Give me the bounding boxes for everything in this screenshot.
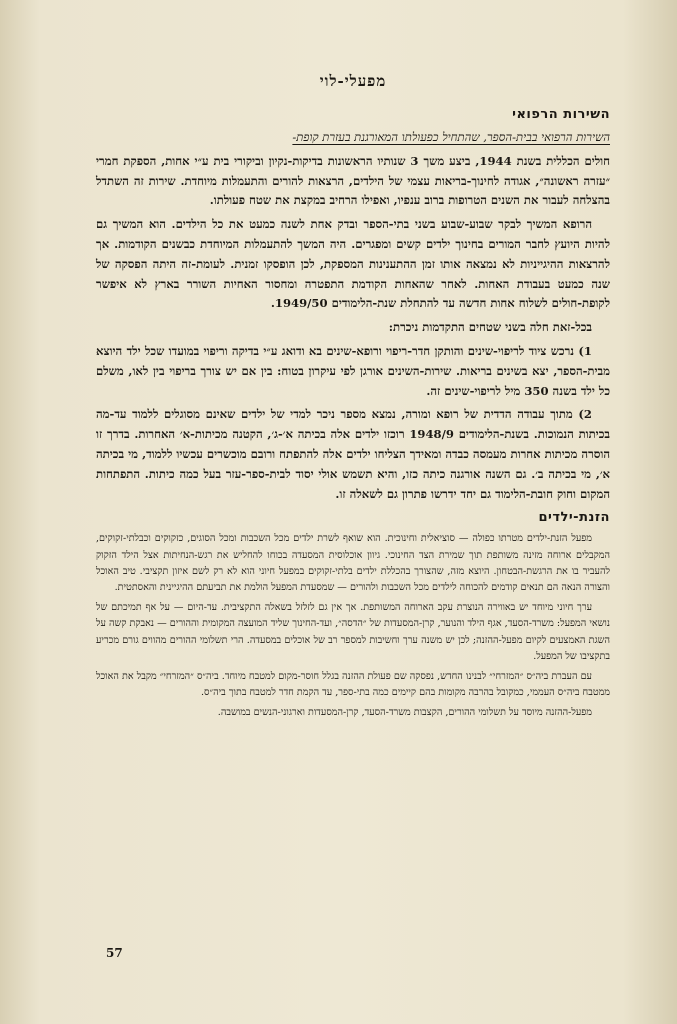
paragraph: מפעל הזנת-ילדים מטרתו כפולה — סוציאלית וחינוכית. הוא שואף לשרת ילדים מכל השכבות ומכל הסוגים, כזקוקים וכבלתי-זקוקים, המקבלים ארוחה מזינה משותפת תוך שמירת הצד החינוכי. גיוון אוכלוסית המסעדה בכוחו להחליש את רגש-הנחיתות אצל הילד הזקוק להעביר בו את הרגשת-הבטחון. היוצא מזה, שהצורך בהכללת ילדים בלתי-זקוקים במפעל חיוני הוא לא רק לשם איזון תקציבי. טיב האוכל והצורה הנאה הם תנאים קודמים להכוחה לילדים מכל השכבות ולהורים — שמסעדת המפעל הולמת את תביעתם ההיגיינית והאסתטית. bbox=[96, 533, 610, 593]
text-column bbox=[96, 60, 610, 726]
section-heading: הזנת-ילדים bbox=[538, 510, 610, 526]
paragraph: השירות הרפואי בבית-הספר, שהתחיל כפעולתו המאורגנת בעזרת קופת- bbox=[292, 130, 610, 144]
paragraph: 2) מתוך עבודה הדדית של רופא ומורה, נמצא מספר ניכר למדי של ילדים שאינם מסוגלים ללמוד עד-מה בכיתות הנמוכות. בשנת-הלימודים 1948/9 רוכזו ילדים אלה בכיתה א׳-ג׳, הקטנה מכיתות-א׳ האחרות. בדרך זו הוסרה מכיתות אחרות מעמסה כבדה ומאידך הצליחו ילדים אלה להתפתח ורובם מוכשרים עכשיו ללמוד, מי בכיתה א׳, מי בכיתה ב׳. גם השנה אורגנה כיתה כזו, והיא תשמש אולי יסוד לבית-ספר-עזר בעל כמה כיתות. התפתחות המקום וחוק חובת-הלימוד גם יחד ידרשו פתרון גם לשאלה זו. bbox=[96, 407, 610, 501]
paragraph: מפעל-ההזנה מיוסד על תשלומי ההורים, הקצבות משרד-הסעד, קרן-המסעדות וארגוני-הנשים במושבה. bbox=[217, 707, 592, 719]
paragraph: ערך חיוני מיוחד יש באווירה הנוצרת עקב הארוחה המשותפת. אך אין גם לזלזל בשאלה התקציבית. עד-היום — על אף תמיכתם של נושאי המפעל: משרד-הסעד, אגף הילד והנוער, קרן-המסעדות של ״הדסה״, ועד-החינוך שליד המועצה המקומית וההורים — נאבקת קשה על השגת האמצעים לקיום מפעל-ההזנה; לכן יש משנה ערך וחשיבות למספר רב של אוכלים במסעדה. הרי תשלומי ההורים מהווים גורם מכריע בתקציבו של המפעל. bbox=[96, 602, 610, 662]
paragraph: הרופא המשיך לבקר שבוע-שבוע בשני בתי-הספר ובדק אחת לשנה כמעט את כל הילדים. הוא המשיך גם להיות היועץ לחבר המורים בחינוך ילדים קשים ומפגרים. היה המשך להתעמלות המיוחדת כבשנים הקודמות. אך להרצאות ההיגייניות לא נמצאה אותו זמן ההתענינות המספקת, לכן הופסקו זמנית. לעומת-זה היתה הפסקה של שנה כמעט בעבודת האחות. לאחר שהאחות הקודמת התפטרה ומחסור האחיות השורר בארץ לא איפשר לקופת-חולים לשלוח אחות חדשה עד להתחלת שנת-הלימודים 1949/50. bbox=[96, 217, 610, 311]
paragraph: עם העברת ביה״ס ״המזרחי״ לבנינו החדש, נפסקה שם פעולת ההזנה בגלל חוסר-מקום למטבח מיוחד. ביה״ס ״המזרחי״ מקבל את האוכל ממטבח ביה״ס העממי, כמקובל בהרבה מקומות בהם קיימים כמה בתי-ספר, עד הקמת חדר למטבח בתוך ביה״ס. bbox=[96, 670, 610, 699]
paragraph: 1) נרכש ציוד לריפוי-שינים והותקן חדר-ריפוי ורופא-שינים בא ודואג ע״י בדיקה וריפוי במועדו שכל ילד היוצא מבית-הספר, יצא בשינים בריאות. שירות-השינים אורגן לפי עיקרון בטוח: בין אם יש צורך בריפוי בין לאו, משלם כל ילד בשנה 350 מיל לריפוי-שינים זה. bbox=[96, 343, 610, 398]
page-number: 57 bbox=[106, 946, 123, 960]
section-child-feeding bbox=[96, 510, 610, 721]
running-head: מפעלי-לוי bbox=[319, 72, 387, 90]
paragraph: חולים הכללית בשנת 1944, ביצע משך 3 שנותיו הראשונות בדיקות-נקיון וביקורי בית ע״י אחות, הספקת חמרי ״עזרה ראשונה״, אגודה לחינוך-בריאות עצמי של הילדים, הרצאות להורים והתעמלות מיוחדת. שירות זה השתדל בהצלחה לעבור את השנים הטרופות ברוב ענפיו, ואפילו הרחיב במקצת את שטח פעולתו. bbox=[96, 153, 610, 208]
section-medical-service bbox=[96, 107, 610, 504]
section-heading: השירות הרפואי bbox=[512, 107, 610, 122]
paragraph: בכל-זאת חלה בשני שטחים התקדמות ניכרת: bbox=[388, 320, 592, 335]
